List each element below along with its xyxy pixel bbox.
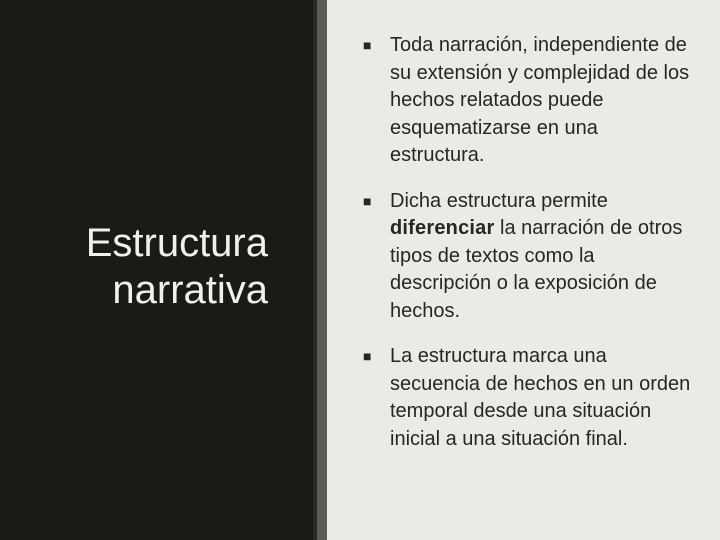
square-bullet-icon: ■ (363, 37, 372, 53)
bullet-text-emphasis: diferenciar (390, 217, 495, 239)
square-bullet-icon: ■ (363, 192, 372, 209)
bullet-item-1 (363, 32, 693, 170)
bullet-item-2 (363, 188, 693, 326)
divider-bar-shadow (313, 0, 317, 540)
bullet-item-3 (363, 343, 693, 453)
square-bullet-icon: ■ (363, 348, 372, 364)
slide-title-line-1: Estructura (85, 221, 268, 265)
slide-title-line-2: narrativa (112, 268, 268, 312)
bullet-text-after: la narración de otros tipos de textos como la descripción o la exposición de hechos. (390, 217, 683, 322)
bullet-text: La estructura marca una secuencia de hechos en un orden temporal desde una situación inicial a una situación final. (390, 345, 691, 450)
bullet-text: Toda narración, independiente de su extensión y complejidad de los hechos relatados puede esquematizarse en una estructura. (390, 34, 690, 166)
bullet-text (390, 188, 693, 326)
bullet-text-before: Dicha estructura permite (390, 189, 608, 212)
slide-title (86, 220, 268, 314)
bullet-list (363, 32, 693, 471)
